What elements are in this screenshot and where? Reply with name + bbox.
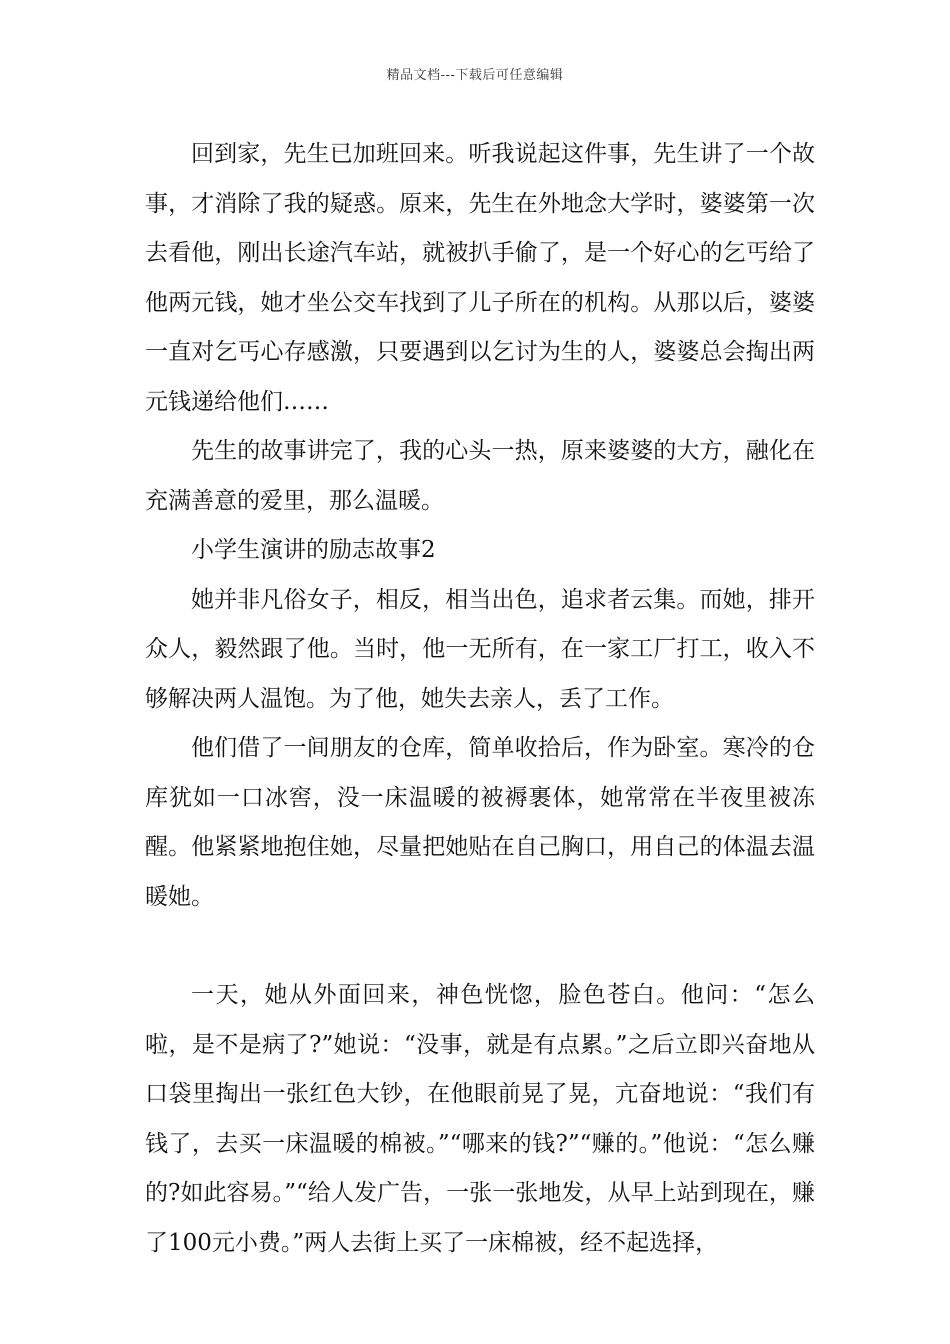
paragraph-4: 他们借了一间朋友的仓库，简单收拾后，作为卧室。寒冷的仓库犹如一口冰窖，没一床温暖的被褥裹体，她常常在半夜里被冻醒。他紧紧地抱住她，尽量把她贴在自己胸口，用自己的体温去温暖她。 [145, 735, 815, 910]
paragraph-2: 先生的故事讲完了，我的心头一热，原来婆婆的大方，融化在充满善意的爱里，那么温暖。 [145, 438, 815, 514]
page-header: 精品文档---下载后可任意编辑 [386, 68, 564, 83]
section-title: 小学生演讲的励志故事2 [191, 537, 436, 563]
document-body [145, 130, 815, 1268]
paragraph-gap [145, 922, 815, 971]
paragraph-1: 回到家，先生已加班回来。听我说起这件事，先生讲了一个故事，才消除了我的疑惑。原来，先生在外地念大学时，婆婆第一次去看他，刚出长途汽车站，就被扒手偷了，是一个好心的乞丐给了他两元钱，她才坐公交车找到了儿子所在的机构。从那以后，婆婆一直对乞丐心存感激，只要遇到以乞讨为生的人，婆婆总会掏出两元钱递给他们…… [145, 141, 815, 415]
paragraph-5: 一天，她从外面回来，神色恍惚，脸色苍白。他问：“怎么啦，是不是病了?”她说：“没事，就是有点累。”之后立即兴奋地从口袋里掏出一张红色大钞，在他眼前晃了晃，亢奋地说：“我们有钱了，去买一床温暖的棉被。”“哪来的钱?”“赚的。”他说：“怎么赚的?如此容易。”“给人发广告，一张一张地发，从早上站到现在，赚了100元小费。”两人去街上买了一床棉被，经不起选择， [145, 982, 815, 1256]
paragraph-3: 她并非凡俗女子，相反，相当出色，追求者云集。而她，排开众人，毅然跟了他。当时，他一无所有，在一家工厂打工，收入不够解决两人温饱。为了他，她失去亲人，丢了工作。 [145, 586, 815, 712]
